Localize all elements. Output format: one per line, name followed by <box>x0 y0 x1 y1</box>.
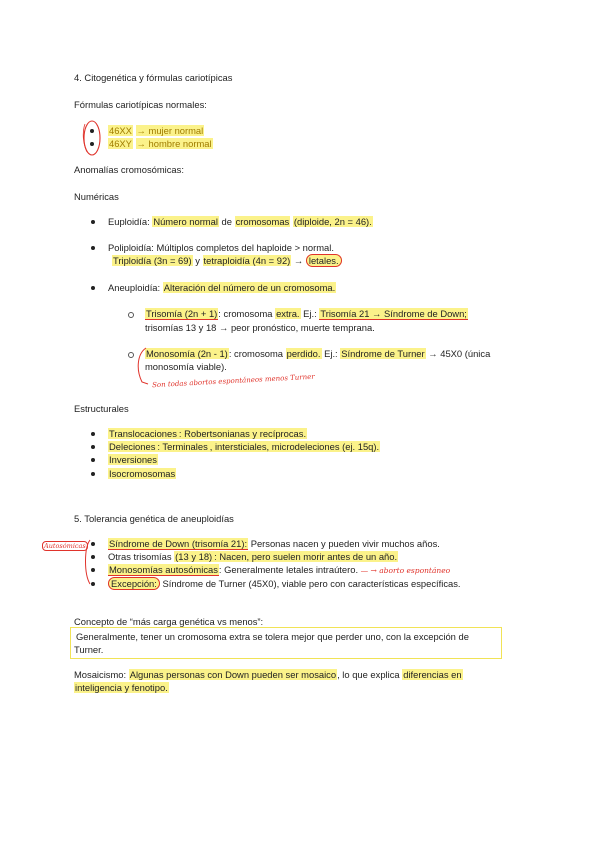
monosomia-example: Síndrome de Turner <box>341 348 425 359</box>
down-line <box>108 538 440 549</box>
deleciones-line <box>108 441 380 452</box>
formula-male <box>108 138 213 149</box>
monosomia-line2: monosomía viable). <box>145 361 227 372</box>
isocromosomas: Isocromosomas <box>109 468 176 479</box>
formula-female-desc: → mujer normal <box>136 125 204 136</box>
bullet <box>91 472 95 476</box>
euploidia-chrom: cromosomas <box>235 216 290 227</box>
trisomia-example: Trisomía 21 → Síndrome de Down; <box>320 308 467 319</box>
translocaciones-label: Translocaciones <box>109 428 177 439</box>
poliploidia-arrow: → <box>293 255 304 266</box>
inversiones-line <box>108 454 158 465</box>
trisomia-label: Trisomía (2n + 1) <box>146 308 218 319</box>
monosomia-perdido: perdido. <box>286 348 321 359</box>
monosomia-ej: Ej.: <box>324 348 338 359</box>
monosomias-line <box>108 564 450 575</box>
aneuploidia-label: Aneuploidía: <box>108 282 161 293</box>
euploidia-line <box>108 216 373 227</box>
formula-female-code: 46XX <box>109 125 132 136</box>
numerical-heading: Numéricas <box>74 191 119 202</box>
excepcion-line <box>108 578 461 589</box>
otras-paren: (13 y 18) <box>175 551 213 562</box>
deleciones-rest1: : Terminales <box>157 441 208 452</box>
inversiones: Inversiones <box>109 454 157 465</box>
excepcion-label: Excepción: <box>108 577 160 590</box>
anomalies-heading: Anomalías cromosómicas: <box>74 164 184 175</box>
monosomias-rest: : Generalmente letales intraútero. <box>218 564 359 575</box>
bullet <box>91 542 95 546</box>
concept-line1: Generalmente, tener un cromosoma extra se tolera mejor que perder uno, con la excepción de <box>76 631 469 642</box>
bullet <box>90 129 94 133</box>
mosaic-hl2: diferencias en <box>403 669 462 680</box>
monosomias-label: Monosomías autosómicas <box>109 564 218 575</box>
mosaic-mid: , lo que explica <box>337 669 400 680</box>
formula-male-desc: → hombre normal <box>136 138 212 149</box>
hand-note-aborto: — → aborto espontáneo <box>360 566 451 575</box>
bullet <box>91 286 95 290</box>
poliploidia-letales: letales. <box>306 254 342 267</box>
mosaic-line2 <box>74 682 169 693</box>
monosomia-text1: : cromosoma <box>228 348 283 359</box>
trisomia-text1: : cromosoma <box>218 308 273 319</box>
euploidia-de: de <box>221 216 232 227</box>
aneuploidia-def: Alteración del número de un cromosoma. <box>163 282 336 293</box>
bullet <box>91 555 95 559</box>
bullet <box>91 458 95 462</box>
deleciones-rest2: , intersticiales, microdeleciones (ej. 15q). <box>209 441 380 452</box>
bullet <box>90 142 94 146</box>
poliploidia-line1 <box>108 242 334 253</box>
poliploidia-def: Múltiplos completos del haploide > normal. <box>156 242 334 253</box>
monosomia-label: Monosomía (2n - 1) <box>146 348 228 359</box>
poliploidia-y: y <box>195 255 200 266</box>
trisomia-line2: trisomías 13 y 18 → peor pronóstico, muerte temprana. <box>145 322 375 333</box>
poliploidia-tri: Triploidía (3n = 69) <box>113 255 192 266</box>
deleciones-label: Deleciones <box>109 441 156 452</box>
hand-circle-annotation <box>80 118 104 158</box>
concept-line2: Turner. <box>74 644 104 655</box>
normal-formulas-heading: Fórmulas cariotípicas normales: <box>74 99 207 110</box>
isocromosomas-line <box>108 468 176 479</box>
mosaic-hl3: inteligencia y fenotipo. <box>75 682 168 693</box>
euploidia-paren: (diploide, 2n = 46). <box>293 216 372 227</box>
trisomia-line1 <box>145 308 468 319</box>
mosaic-line1 <box>74 669 463 680</box>
formula-male-code: 46XY <box>109 138 132 149</box>
down-label: Síndrome de Down (trisomía 21): <box>109 538 248 549</box>
otras-prefix: Otras trisomías <box>108 551 172 562</box>
poliploidia-tetra: tetraploidía (4n = 92) <box>203 255 291 266</box>
concept-heading: Concepto de “más carga genética vs menos”: <box>74 616 264 627</box>
mosaic-label: Mosaicismo: <box>74 669 127 680</box>
section-4-title: 4. Citogenética y fórmulas cariotípicas <box>74 72 233 83</box>
euploidia-def: Número normal <box>153 216 218 227</box>
excepcion-rest: Síndrome de Turner (45X0), viable pero con características específicas. <box>162 578 461 589</box>
aneuploidia-line <box>108 282 336 293</box>
poliploidia-line2 <box>112 255 342 266</box>
bullet <box>91 220 95 224</box>
mosaic-hl1: Algunas personas con Down pueden ser mosaico <box>129 669 337 680</box>
monosomia-line1 <box>145 348 490 359</box>
poliploidia-label: Poliploidía: <box>108 242 154 253</box>
bullet <box>91 246 95 250</box>
trisomia-extra: extra. <box>276 308 300 319</box>
hand-margin-autosomicas: Autosómicas <box>44 542 86 550</box>
monosomia-rest: → 45X0 (única <box>428 348 491 359</box>
bullet <box>91 445 95 449</box>
translocaciones-rest: : Robertsonianas y recíprocas. <box>178 428 307 439</box>
otras-rest: : Nacen, pero suelen morir antes de un año. <box>214 551 398 562</box>
otras-line <box>108 551 398 562</box>
section-5-title: 5. Tolerancia genética de aneuploidías <box>74 513 234 524</box>
formula-female <box>108 125 204 136</box>
sub-bullet <box>128 312 134 318</box>
bullet <box>91 432 95 436</box>
bullet <box>91 582 95 586</box>
hand-note-monosomia: Son todas abortos espontáneos menos Turner <box>151 372 315 390</box>
euploidia-label: Euploidía: <box>108 216 150 227</box>
down-rest: Personas nacen y pueden vivir muchos años. <box>250 538 440 549</box>
translocaciones-line <box>108 428 307 439</box>
bullet <box>91 568 95 572</box>
trisomia-ej: Ej.: <box>303 308 317 319</box>
structural-heading: Estructurales <box>74 403 129 414</box>
